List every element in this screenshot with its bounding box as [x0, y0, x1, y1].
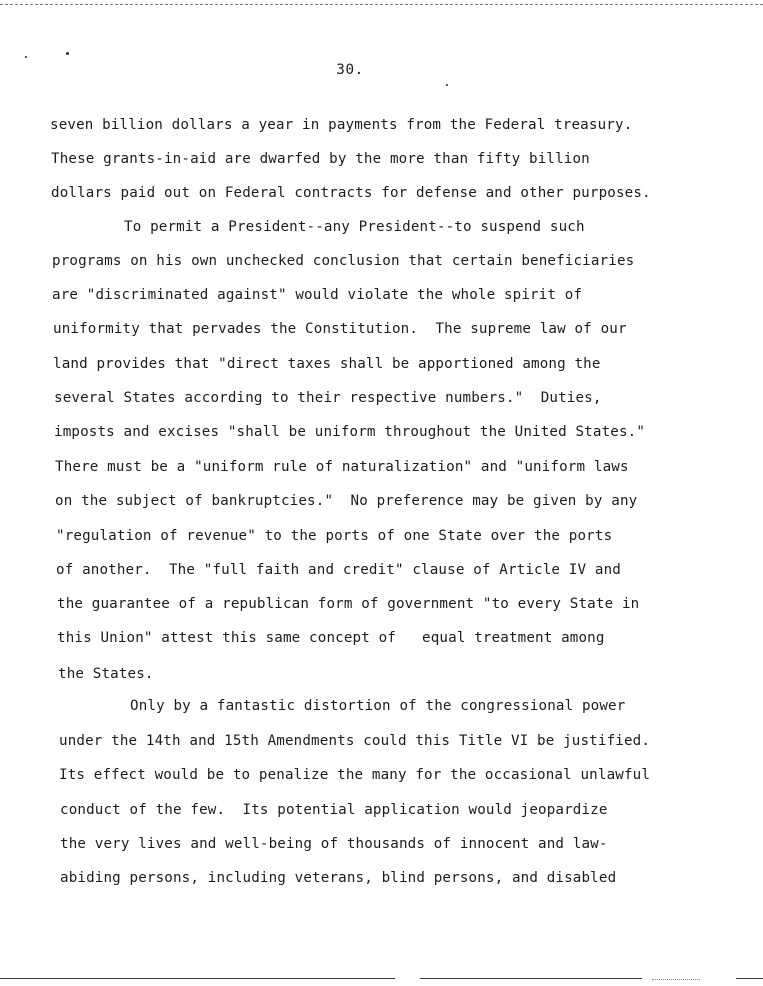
bottom-dotted-mark: [652, 979, 700, 980]
body-line: imposts and excises "shall be uniform throughout the United States.": [54, 424, 646, 440]
scan-speck: [25, 56, 27, 58]
body-line: programs on his own unchecked conclusion that certain beneficiaries: [52, 253, 635, 269]
bottom-rule-right: [736, 978, 763, 979]
body-line: To permit a President--any President--to suspend such: [124, 219, 585, 235]
body-line: Only by a fantastic distortion of the congressional power: [130, 698, 626, 714]
body-line: abiding persons, including veterans, blind persons, and disabled: [60, 870, 617, 886]
body-line: conduct of the few. Its potential application would jeopardize: [60, 802, 608, 818]
body-line: are "discriminated against" would violate the whole spirit of: [52, 287, 583, 303]
body-line: uniformity that pervades the Constitution. The supreme law of our: [53, 321, 627, 337]
body-line: on the subject of bankruptcies." No preference may be given by any: [55, 493, 638, 509]
body-line: this Union" attest this same concept of equal treatment among: [57, 630, 605, 646]
body-line: several States according to their respective numbers." Duties,: [54, 390, 602, 406]
body-line: the guarantee of a republican form of government "to every State in: [57, 596, 640, 612]
body-line: under the 14th and 15th Amendments could this Title VI be justified.: [59, 733, 651, 749]
body-line: These grants-in-aid are dwarfed by the more than fifty billion: [51, 151, 590, 167]
body-line: seven billion dollars a year in payments from the Federal treasury.: [50, 117, 633, 133]
body-line: of another. The "full faith and credit" clause of Article IV and: [56, 562, 621, 578]
body-line: the States.: [58, 666, 154, 682]
body-line: the very lives and well-being of thousands of innocent and law-: [60, 836, 608, 852]
bottom-rule-left: [0, 978, 395, 979]
body-line: land provides that "direct taxes shall be apportioned among the: [53, 356, 601, 372]
body-line: dollars paid out on Federal contracts for defense and other purposes.: [51, 185, 651, 201]
page-number: 30.: [336, 62, 364, 78]
body-line: There must be a "uniform rule of naturalization" and "uniform laws: [55, 459, 629, 475]
body-line: "regulation of revenue" to the ports of one State over the ports: [56, 528, 613, 544]
top-border-line: [0, 4, 763, 5]
body-line: Its effect would be to penalize the many for the occasional unlawful: [59, 767, 651, 783]
scan-speck: [66, 52, 69, 55]
scan-speck: [446, 84, 448, 86]
bottom-rule-middle: [420, 978, 642, 979]
